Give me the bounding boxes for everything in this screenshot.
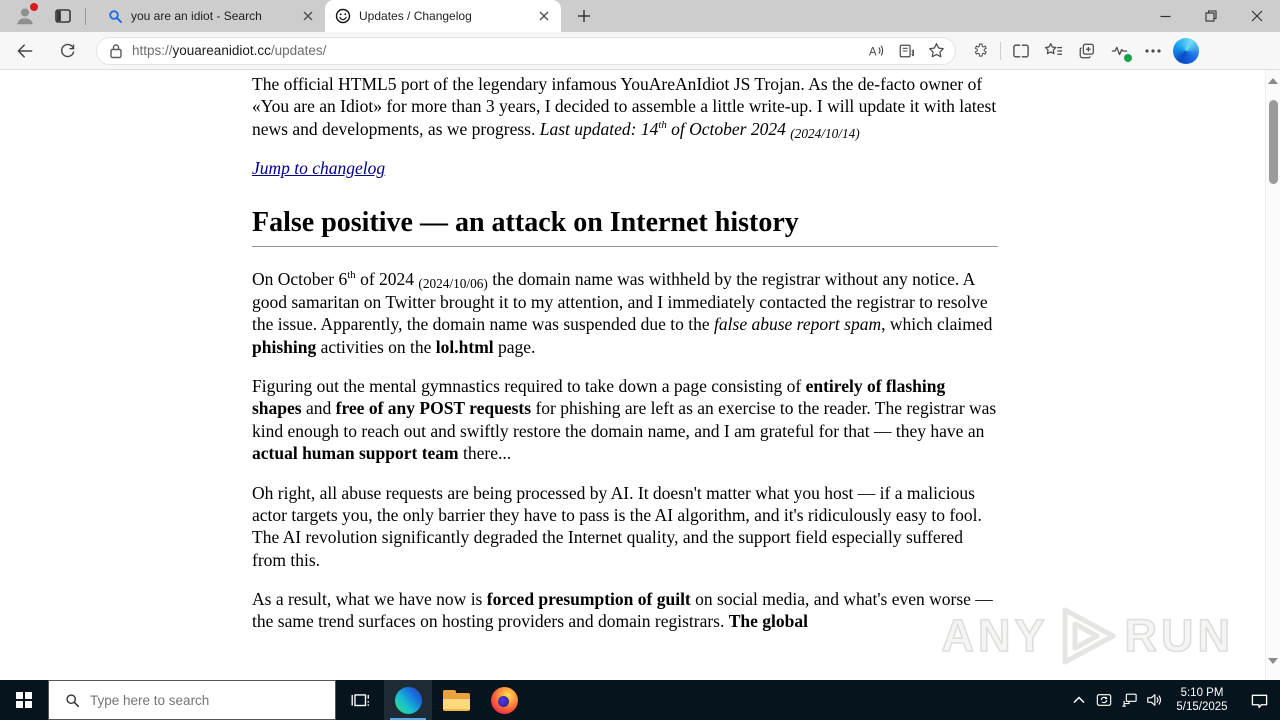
window-controls <box>1142 0 1280 32</box>
text-segment: free of any POST requests <box>335 398 532 419</box>
tab-strip-left <box>0 0 597 32</box>
notification-icon <box>1250 692 1269 709</box>
paragraph <box>252 375 998 465</box>
action-center-button[interactable] <box>1238 680 1280 720</box>
scroll-down-icon[interactable] <box>1268 658 1278 664</box>
system-tray <box>1066 680 1280 720</box>
copilot-button[interactable] <box>1173 38 1199 64</box>
paragraph <box>252 73 998 140</box>
network-icon <box>1120 692 1138 708</box>
taskbar-firefox-button[interactable] <box>480 680 528 720</box>
divider <box>1000 42 1001 60</box>
start-icon <box>16 692 32 708</box>
divider <box>85 8 86 25</box>
paragraph <box>252 157 998 179</box>
volume-button[interactable] <box>1141 680 1166 720</box>
extensions-button[interactable] <box>964 36 997 66</box>
text-segment: th <box>658 118 667 131</box>
search-favicon-icon <box>107 8 123 24</box>
text-segment: false abuse report spam <box>714 314 882 335</box>
section-divider <box>252 246 998 247</box>
more-icon <box>1145 49 1161 53</box>
text-segment: Last updated: 14 <box>539 118 659 139</box>
text-segment: entirely of flashing shapes <box>252 375 946 419</box>
edge-app-icon <box>395 687 422 714</box>
tab-updates-changelog[interactable] <box>325 0 561 32</box>
jump-to-changelog-link[interactable]: Jump to changelog <box>252 158 386 179</box>
essentials-ok-badge <box>1124 54 1132 62</box>
url-text[interactable] <box>132 43 861 58</box>
url-scheme: https:// <box>132 43 173 58</box>
url-host: youareanidiot.cc <box>172 43 271 58</box>
text-segment: actual human support team <box>252 443 459 464</box>
text-segment: (2024/10/06) <box>418 276 488 292</box>
text-segment: On October 6 <box>252 269 348 290</box>
paragraph <box>252 588 998 633</box>
text-segment: and <box>301 398 336 419</box>
svg-text:A: A <box>868 45 877 58</box>
split-screen-icon <box>1012 43 1030 59</box>
scroll-up-icon[interactable] <box>1268 78 1278 84</box>
clock-date: 5/15/2025 <box>1176 701 1228 713</box>
taskbar-file-explorer-button[interactable] <box>432 680 480 720</box>
vm-control-icon <box>1095 692 1113 708</box>
search-input[interactable] <box>90 693 290 708</box>
back-button[interactable] <box>8 36 42 66</box>
text-segment: Oh right, all abuse requests are being processed by AI. It doesn't matter what you host — if a malicious actor targets you, the only barrier they have to pass is the AI algorithm, and it's ridiculously easy to fool. The AI revolution significantly degraded the Internet quality, and the support field especially suffered from this. <box>252 482 982 570</box>
taskbar-search-icon <box>65 693 80 708</box>
text-segment: there... <box>458 443 512 464</box>
settings-more-button[interactable] <box>1136 36 1169 66</box>
tab-duplicate-icon <box>1078 42 1096 60</box>
url-path: /updates/ <box>270 43 327 58</box>
close-icon[interactable] <box>299 7 317 25</box>
text-segment: (2024/10/14) <box>790 125 860 141</box>
taskbar-search[interactable] <box>48 680 336 720</box>
paragraph <box>252 482 998 572</box>
section-heading: False positive — an attack on Internet history <box>252 206 799 238</box>
new-tab-icon <box>577 9 591 23</box>
text-segment: Figuring out the mental gymnastics required to take down a page consisting of <box>252 375 806 396</box>
favorites-list-icon <box>1044 42 1063 59</box>
minimize-icon <box>1160 11 1171 22</box>
favorite-button[interactable] <box>921 38 951 64</box>
network-button[interactable] <box>1116 680 1141 720</box>
text-segment: The official HTML5 port of the legendary infamous YouAreAnIdiot JS Trojan. As the de-facto owner of «You are an Idiot» for more than 3 years, I decided to assemble a little write-up. I will update it with latest news and developments, as we progress. <box>252 74 997 139</box>
minimize-button[interactable] <box>1142 0 1188 32</box>
text-segment: phishing <box>252 336 317 357</box>
page-viewport <box>0 70 1280 680</box>
text-segment: on social media, and what's even worse — the same trend surfaces on hosting providers and domain registrars. <box>252 589 993 632</box>
file-explorer-icon <box>443 690 470 711</box>
read-aloud-button[interactable] <box>861 38 891 64</box>
tab-strip <box>0 0 1280 32</box>
text-segment: the domain name was withheld by the registrar without any notice. A good samaritan on Twitter brought it to my attention, and I immediately contacted the registrar to resolve the issue. Apparently, the domain name was suspended due to the <box>252 269 988 335</box>
notification-dot <box>30 3 38 11</box>
taskbar-clock[interactable] <box>1166 686 1238 714</box>
text-segment: forced presumption of guilt <box>486 589 691 610</box>
tab-search[interactable] <box>97 0 325 32</box>
refresh-icon <box>58 41 77 60</box>
text-segment: , which claimed <box>881 314 993 335</box>
volume-icon <box>1145 692 1163 708</box>
address-bar[interactable] <box>96 37 956 65</box>
close-window-button[interactable] <box>1234 0 1280 32</box>
watermark-text-right: RUN <box>1124 610 1234 661</box>
tab-actions-button[interactable] <box>52 5 74 27</box>
vertical-scrollbar[interactable] <box>1265 70 1280 680</box>
taskbar <box>0 680 1280 720</box>
text-segment: for phishing are left as an exercise to the reader. The registrar was kind enough to reach out and swiftly restore the domain name, and I am grateful for that — they have an <box>252 398 997 441</box>
task-view-icon <box>349 689 371 711</box>
restore-icon <box>1205 10 1217 22</box>
clock-time: 5:10 PM <box>1180 687 1224 699</box>
text-segment: activities on the <box>316 336 436 357</box>
immersive-reader-icon <box>898 43 915 59</box>
extensions-icon <box>972 42 990 60</box>
text-segment: The global <box>728 611 809 632</box>
collections-button[interactable] <box>1070 36 1103 66</box>
taskbar-edge-button[interactable] <box>384 680 432 720</box>
vm-control-button[interactable] <box>1091 680 1116 720</box>
paragraph <box>252 268 998 358</box>
text-segment: of October 2024 <box>666 118 791 139</box>
article <box>252 70 998 633</box>
scrollbar-thumb[interactable] <box>1269 100 1278 184</box>
anyrun-play-logo <box>1051 604 1123 668</box>
tab-title: Updates / Changelog <box>359 9 472 23</box>
text-segment: of 2024 <box>355 269 419 290</box>
immersive-reader-button[interactable] <box>891 38 921 64</box>
back-icon <box>15 41 35 61</box>
start-button[interactable] <box>0 680 48 720</box>
smiley-favicon-icon <box>335 8 351 24</box>
favorites-button[interactable] <box>1037 36 1070 66</box>
lock-icon <box>109 43 123 59</box>
tray-expand-button[interactable] <box>1066 680 1091 720</box>
text-segment: lol.html <box>435 336 494 357</box>
profile-button[interactable] <box>12 3 38 29</box>
toolbar-actions <box>964 36 1207 66</box>
browser-essentials-button[interactable] <box>1103 36 1136 66</box>
firefox-app-icon <box>491 687 518 714</box>
tray-chevron-icon <box>1073 696 1085 704</box>
text-segment: As a result, what we have now is <box>252 589 487 610</box>
workspaces-icon <box>54 7 72 25</box>
watermark-text-left: ANY <box>941 610 1049 661</box>
task-view-button[interactable] <box>336 680 384 720</box>
text-segment: page. <box>493 336 536 357</box>
close-icon[interactable] <box>535 7 553 25</box>
favorite-star-icon <box>928 42 945 59</box>
refresh-button[interactable] <box>50 36 84 66</box>
restore-button[interactable] <box>1188 0 1234 32</box>
window-close-icon <box>1251 10 1263 22</box>
text-segment: th <box>347 269 356 282</box>
new-tab-button[interactable] <box>571 3 597 29</box>
tab-title: you are an idiot - Search <box>131 9 262 23</box>
split-screen-button[interactable] <box>1004 36 1037 66</box>
navigation-toolbar <box>0 32 1280 70</box>
read-aloud-icon <box>867 43 885 59</box>
